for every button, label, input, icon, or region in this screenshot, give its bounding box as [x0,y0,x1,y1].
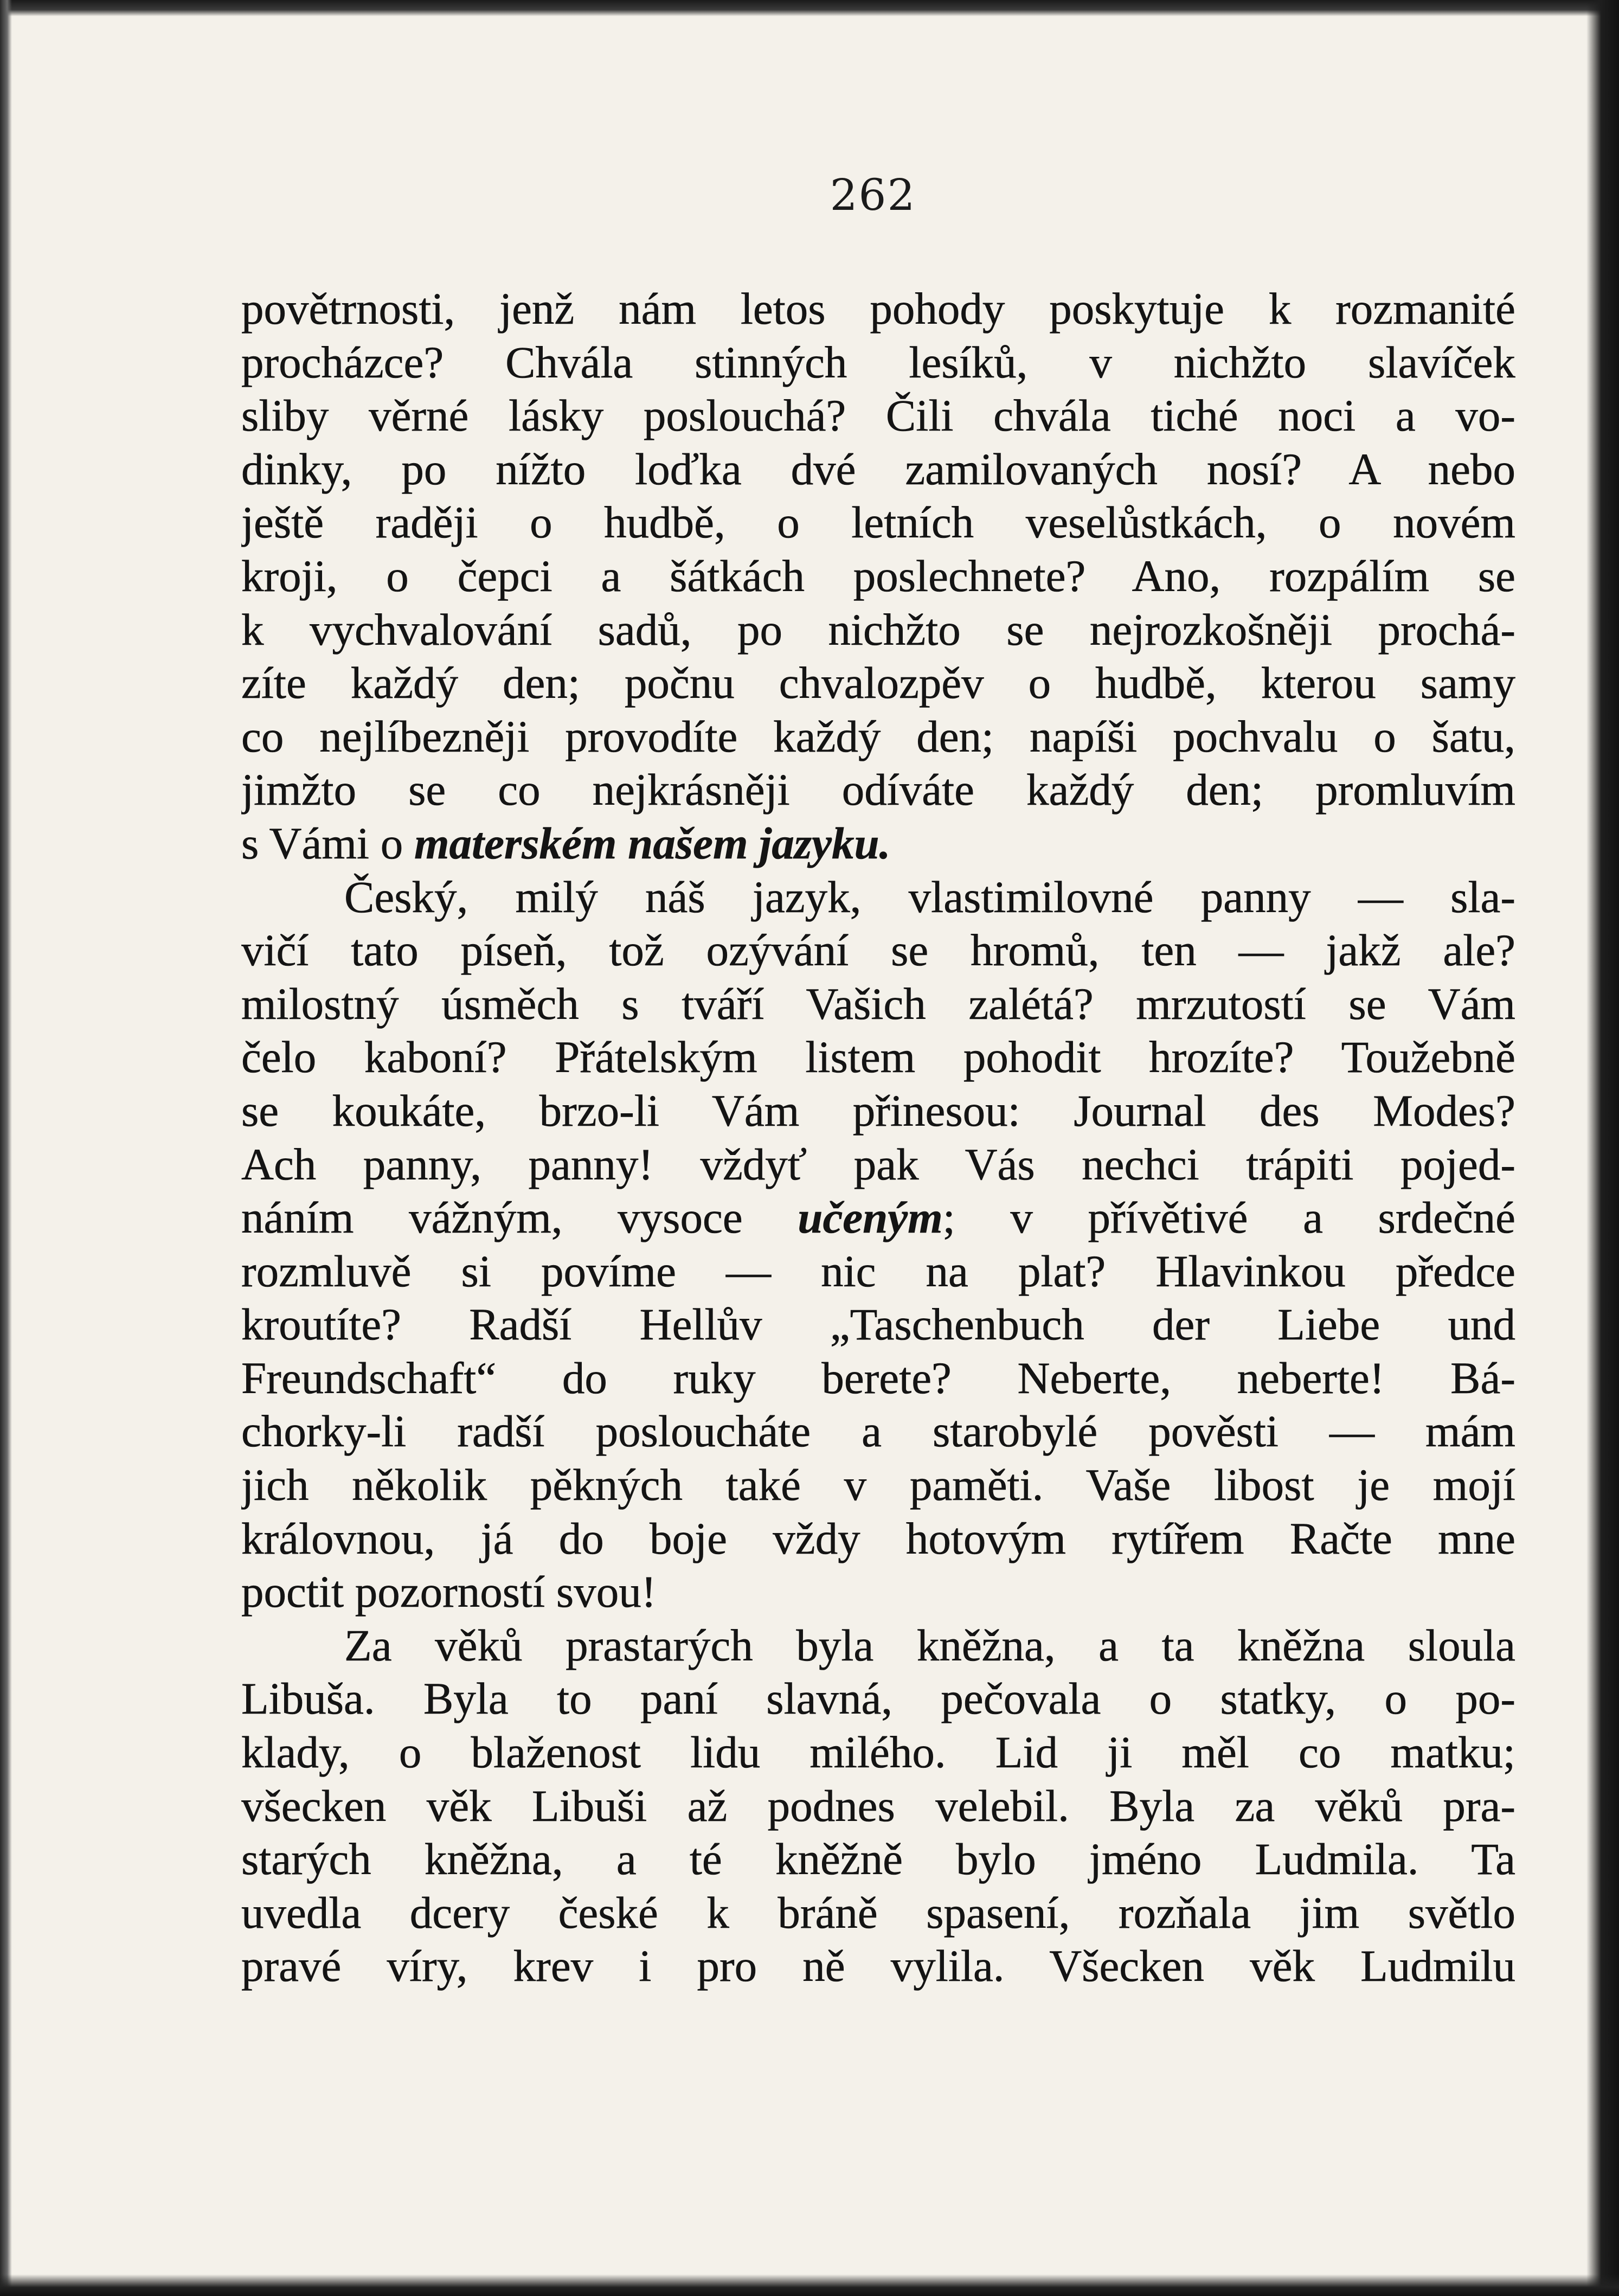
text-segment: pravé víry, krev i pro ně vylila. Všecken věk Ludmilu [241,1941,1515,1991]
text-line [241,1565,1515,1619]
text-line [241,603,1515,657]
text-segment: procházce? Chvála stinných lesíků, v nichžto slavíček [241,337,1515,387]
text-line [241,1191,1515,1245]
text-segment: Český, milý náš jazyk, vlastimilovné panny — sla- [344,871,1515,922]
text-segment: starých kněžna, a té kněžně bylo jméno Ludmila. Ta [241,1834,1515,1884]
text-segment: chorky-li radší posloucháte a starobylé pověsti — mám [241,1406,1515,1457]
text-line [241,656,1515,710]
text-segment: Libuša. Byla to paní slavná, pečovala o statky, o po- [241,1673,1515,1724]
text-line [241,1832,1515,1886]
text-segment: dinky, po nížto loďka dvé zamilovaných nosí? A nebo [241,444,1515,494]
text-segment: Freundschaft“ do ruky berete? Neberte, neberte! Bá- [241,1352,1515,1403]
text-segment: uvedla dcery české k bráně spasení, rozňala jim světlo [241,1887,1515,1938]
emphasized-text: materském našem jazyku. [414,818,891,868]
text-segment: k vychvalování sadů, po nichžto se nejrozkošněji prochá- [241,604,1515,655]
text-line [241,1619,1515,1672]
text-line [241,1939,1515,1993]
text-segment: povětrnosti, jenž nám letos pohody poskytuje k rozmanité [241,284,1515,334]
text-line [241,336,1515,389]
text-line [241,1138,1515,1191]
text-segment: jimžto se co nejkrásněji odíváte každý den; promluvím [241,765,1515,815]
text-segment: poctit pozorností svou! [241,1567,657,1617]
text-segment: kroji, o čepci a šátkách poslechnete? Ano, rozpálím se [241,550,1515,601]
text-line [241,1298,1515,1351]
text-line [241,1458,1515,1512]
text-line [241,1030,1515,1084]
text-segment: Ach panny, panny! vždyť pak Vás nechci trápiti pojed- [241,1139,1515,1189]
text-line [241,1886,1515,1940]
text-line [241,977,1515,1031]
text-segment: Za věků prastarých byla kněžna, a ta kněžna sloula [344,1620,1515,1670]
text-line [241,923,1515,977]
text-line [241,710,1515,764]
text-line [241,549,1515,603]
text-line [241,870,1515,924]
text-line [241,496,1515,549]
text-segment: náním vážným, vysoce [241,1192,798,1243]
text-line [241,282,1515,336]
scan-edge-bottom [0,2274,1619,2296]
text-segment: vičí tato píseň, tož ozývání se hromů, ten — jakž ale? [241,925,1515,976]
text-line [241,442,1515,496]
text-line [241,1512,1515,1566]
text-segment: ještě raději o hudbě, o letních veselůstkách, o novém [241,497,1515,548]
text-segment: jich několik pěkných také v paměti. Vaše libost je mojí [241,1460,1515,1510]
scan-edge-right [1586,0,1619,2296]
text-segment: rozmluvě si povíme — nic na plat? Hlavinkou předce [241,1246,1515,1296]
text-segment: čelo kaboní? Přátelským listem pohodit hrozíte? Toužebně [241,1032,1515,1082]
text-line [241,1726,1515,1779]
text-line [241,1351,1515,1405]
emphasized-text: učeným [798,1192,943,1243]
text-line [241,1084,1515,1138]
text-segment: s Vámi o [241,818,414,868]
scan-edge-top [0,0,1619,16]
text-segment: milostný úsměch s tváří Vašich zalétá? mrzutostí se Vám [241,978,1515,1029]
text-segment: zíte každý den; počnu chvalozpěv o hudbě, kterou samy [241,658,1515,708]
text-segment: královnou, já do boje vždy hotovým rytířem Račte mne [241,1513,1515,1563]
text-line [241,763,1515,817]
text-line [241,1404,1515,1458]
text-line [241,817,1515,870]
text-segment: co nejlíbezněji provodíte každý den; napíši pochvalu o šatu, [241,711,1515,761]
page-number: 262 [830,170,916,220]
text-line [241,1779,1515,1833]
body-text [241,282,1515,1993]
text-line [241,389,1515,442]
text-segment: kroutíte? Radší Hellův „Taschenbuch der Liebe und [241,1299,1515,1350]
text-segment: klady, o blaženost lidu milého. Lid ji měl co matku; [241,1727,1515,1778]
text-segment: se koukáte, brzo-li Vám přinesou: Journal des Modes? [241,1085,1515,1136]
scan-edge-left [0,0,12,2296]
text-line [241,1245,1515,1298]
text-segment: sliby věrné lásky poslouchá? Čili chvála tiché noci a vo- [241,390,1515,441]
text-segment: ; v přívětivé a srdečné [942,1192,1515,1243]
text-line [241,1672,1515,1726]
text-segment: všecken věk Libuši až podnes velebil. Byla za věků pra- [241,1780,1515,1831]
